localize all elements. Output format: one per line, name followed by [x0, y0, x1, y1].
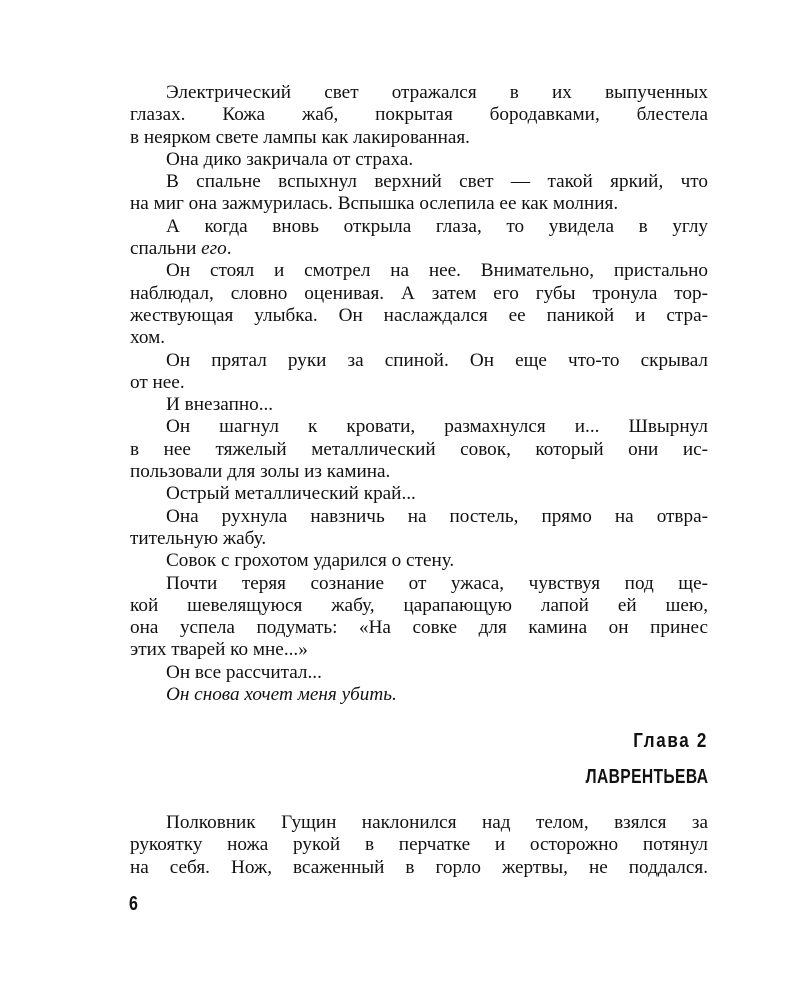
- text-line: кой шевелящуюся жабу, царапающую лапой ей шею,: [130, 594, 708, 616]
- text-line: тительную жабу.: [130, 527, 267, 549]
- text-line: И внезапно...: [166, 394, 274, 416]
- text-after-chapter: [130, 812, 708, 879]
- page-number: 6: [129, 893, 138, 915]
- text-line: Острый металлический край...: [166, 483, 416, 505]
- text-line: Она рухнула навзничь на постель, прямо на отвра-: [166, 505, 708, 527]
- text-line: жествующая улыбка. Он наслаждался ее паникой и стра-: [130, 304, 708, 326]
- text-line: в нее тяжелый металлический совок, который они ис-: [130, 438, 708, 460]
- text-line: Почти теряя сознание от ужаса, чувствуя под ще-: [166, 572, 708, 594]
- text-line: Электрический свет отражался в их выпученных: [166, 82, 708, 103]
- text-line: хом.: [130, 327, 166, 349]
- text-line: В спальне вспыхнул верхний свет — такой яркий, что: [166, 171, 708, 193]
- italic-word: его: [201, 238, 227, 260]
- text-line: Полковник Гущин наклонился над телом, взялся за: [166, 812, 708, 833]
- italic-text-line: Он снова хочет меня убить.: [166, 684, 397, 706]
- text-line: Он все рассчитал...: [166, 661, 322, 683]
- text-line: Совок с грохотом ударился о стену.: [166, 550, 455, 572]
- chapter-title: ЛАВРЕНТЬЕВА: [585, 766, 708, 788]
- text-line: рукоятку ножа рукой в перчатке и осторожно потянул: [130, 834, 708, 856]
- text-line: глазах. Кожа жаб, покрытая бородавками, блестела: [130, 104, 708, 126]
- chapter-number: Глава 2: [633, 730, 708, 752]
- text-before-chapter: [130, 82, 708, 706]
- text-line: от нее.: [130, 371, 185, 393]
- text-line: на миг она зажмурилась. Вспышка ослепила ее как молния.: [130, 193, 619, 215]
- text-line: Она дико закричала от страха.: [166, 148, 414, 170]
- text-line: Он прятал руки за спиной. Он еще что-то скрывал: [166, 349, 708, 371]
- text-line: пользовали для золы из камина.: [130, 461, 391, 483]
- text-fragment: .: [226, 238, 232, 260]
- text-line: она успела подумать: «На совке для камина он принес: [130, 617, 708, 639]
- text-line: Он стоял и смотрел на нее. Внимательно, пристально: [166, 260, 708, 282]
- text-line: на себя. Нож, всаженный в горло жертвы, не поддался.: [130, 856, 708, 878]
- text-line-with-italic: [130, 238, 708, 260]
- text-line: этих тварей ко мне...»: [130, 639, 308, 661]
- text-fragment: спальни: [130, 238, 202, 260]
- text-line: А когда вновь открыла глаза, то увидела в углу: [166, 215, 708, 237]
- text-line: в неярком свете лампы как лакированная.: [130, 126, 470, 148]
- text-line: Он шагнул к кровати, размахнулся и... Швырнул: [166, 416, 708, 438]
- text-line: наблюдал, словно оценивая. А затем его губы тронула тор-: [130, 282, 708, 304]
